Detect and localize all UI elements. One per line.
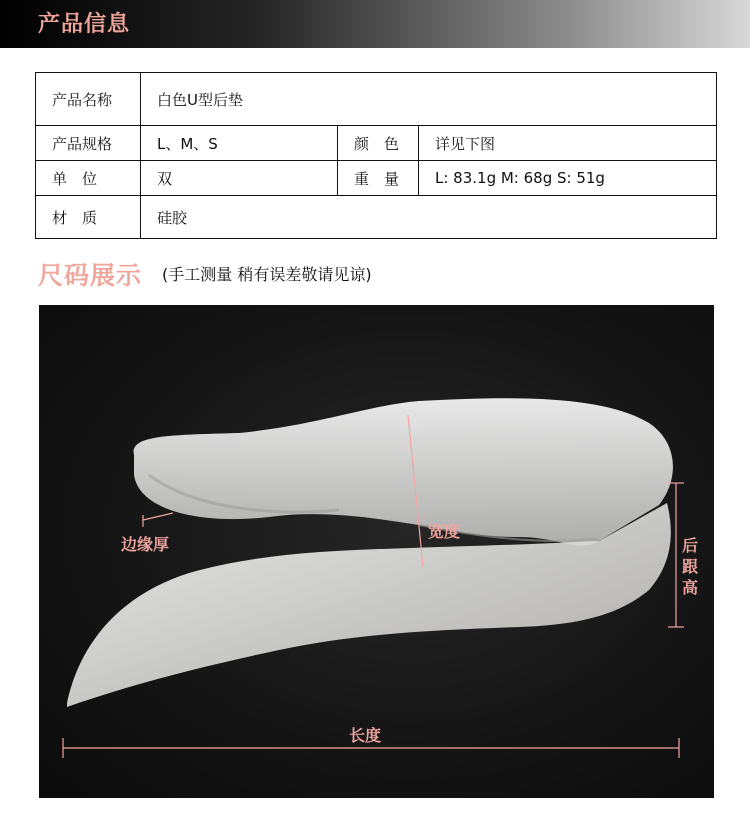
spec-label-unit: 单 位 (36, 161, 141, 196)
heel-cup-upper-arm (134, 398, 673, 545)
spec-label-material: 材 质 (36, 196, 141, 239)
spec-label-color: 颜 色 (338, 126, 419, 161)
spec-value-name: 白色U型后垫 (141, 73, 717, 126)
length-label: 长度 (349, 726, 382, 745)
table-row (36, 126, 717, 161)
table-row (36, 161, 717, 196)
heel-height-label: 后跟高 (682, 536, 699, 597)
spec-label-size: 产品规格 (36, 126, 141, 161)
header-title: 产品信息 (38, 12, 131, 37)
table-row (36, 196, 717, 239)
size-section-note: (手工测量 稍有误差敬请见谅) (162, 265, 372, 284)
table-row (36, 73, 717, 126)
spec-value-unit: 双 (141, 161, 338, 196)
size-section-title: 尺码展示 (38, 261, 143, 290)
product-photo (39, 305, 714, 798)
edge-thickness-line (143, 513, 173, 520)
spec-value-size: L、M、S (141, 126, 338, 161)
spec-value-color: 详见下图 (419, 126, 717, 161)
spec-label-weight: 重 量 (338, 161, 419, 196)
spec-value-weight: L: 83.1g M: 68g S: 51g (419, 161, 717, 196)
edge-thickness-label: 边缘厚 (121, 535, 170, 554)
header-bar (0, 0, 750, 48)
spec-value-material: 硅胶 (141, 196, 717, 239)
width-label: 宽度 (428, 522, 461, 541)
spec-label-name: 产品名称 (36, 73, 141, 126)
spec-table (35, 72, 717, 239)
